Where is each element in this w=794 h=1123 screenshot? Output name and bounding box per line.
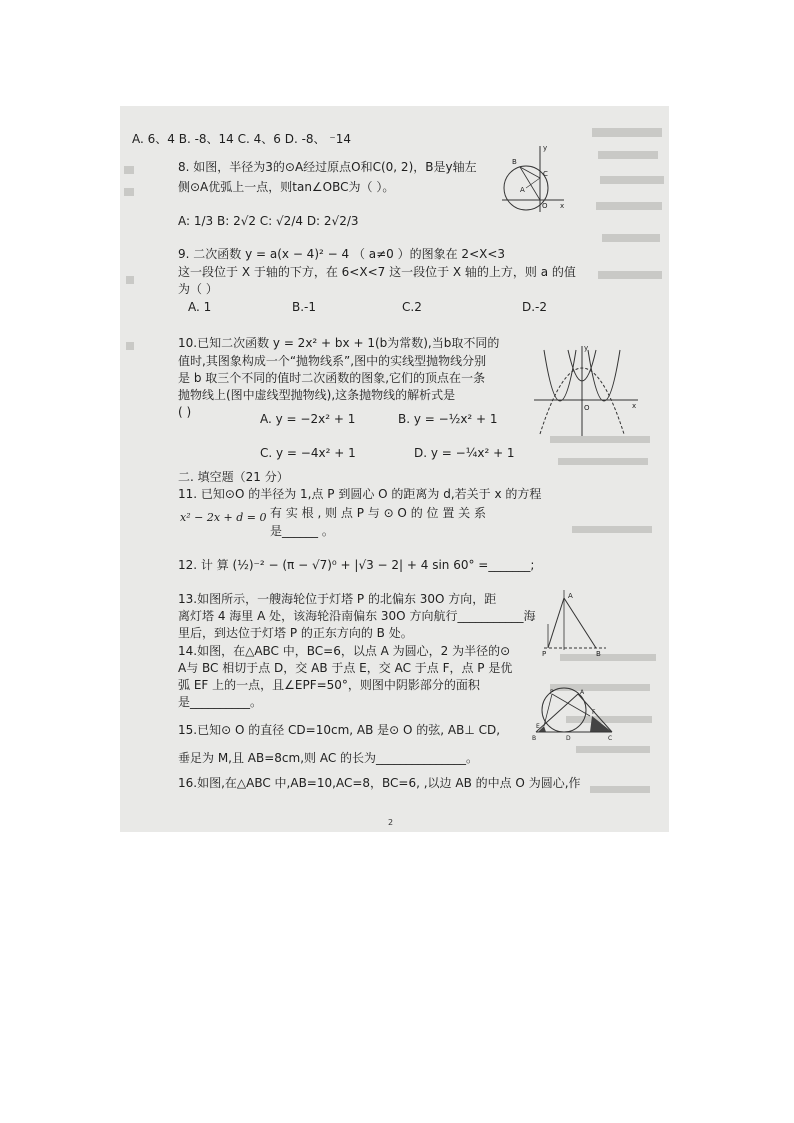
- q7-options: A. 6、4 B. -8、14 C. 4、6 D. -8、 ⁻14: [132, 132, 351, 146]
- q11-line-1: 11. 已知⊙O 的半径为 1,点 P 到圆心 O 的距离为 d,若关于 x 的方程: [178, 487, 542, 501]
- q10-label-o: O: [584, 404, 590, 412]
- page-number: 2: [388, 818, 394, 827]
- q9-option-a: A. 1: [188, 300, 212, 314]
- q10-line-3: 是 b 取三个不同的值时二次函数的图象,它们的顶点在一条: [178, 371, 486, 385]
- q14-label-p: P: [550, 689, 554, 696]
- q15-line-2: 垂足为 M,且 AB=8cm,则 AC 的长为_______________。: [178, 751, 479, 765]
- section-2-heading: 二. 填空题（21 分）: [178, 470, 289, 484]
- q8-label-b: B: [512, 158, 517, 166]
- q9-option-c: C.2: [402, 300, 422, 314]
- q10-line-5: ( ): [178, 405, 192, 419]
- q14-label-f: F: [592, 709, 596, 716]
- q16-line-1: 16.如图,在△ABC 中,AB=10,AC=8，BC=6, ,以边 AB 的中点 O 为圆心,作: [178, 776, 581, 790]
- q8-circle-figure: [498, 142, 568, 214]
- q13-line-1: 13.如图所示，一艘海轮位于灯塔 P 的北偏东 30O 方向，距: [178, 592, 497, 606]
- q8-options: A: 1/3 B: 2√2 C: √2/4 D: 2√2/3: [178, 214, 359, 228]
- q13-label-a: A: [568, 592, 573, 600]
- q10-line-2: 值时,其图象构成一个“抛物线系”,图中的实线型抛物线分别: [178, 354, 487, 368]
- q13-label-b: B: [596, 650, 601, 656]
- q14-line-4: 是__________。: [178, 695, 263, 709]
- q11-equation: x² − 2x + d = 0: [180, 511, 267, 524]
- q10-option-b: B. y = −½x² + 1: [398, 412, 498, 426]
- q8-label-x: x: [560, 202, 565, 210]
- q9-line-2: 这一段位于 X 于轴的下方，在 6<X<7 这一段位于 X 轴的上方，则 a 的值: [178, 265, 576, 279]
- q14-line-2: A与 BC 相切于点 D，交 AB 于点 E，交 AC 于点 F，点 P 是优: [178, 661, 513, 675]
- q8-label-o: O: [542, 202, 548, 210]
- q8-label-c: C: [543, 170, 548, 178]
- q13-line-2: 离灯塔 4 海里 A 处，该海轮沿南偏东 30O 方向航行___________海: [178, 609, 536, 623]
- q10-option-d: D. y = −¼x² + 1: [414, 446, 515, 460]
- q14-label-a: A: [580, 689, 585, 696]
- q15-line-1: 15.已知⊙ O 的直径 CD=10cm, AB 是⊙ O 的弦, AB⊥ CD,: [178, 723, 501, 737]
- q9-line-3: 为（ ）: [178, 282, 218, 296]
- q10-option-a: A. y = −2x² + 1: [260, 412, 356, 426]
- q8-line-2: 侧⊙A优弧上一点，则tan∠OBC为（ ）。: [178, 180, 395, 194]
- q10-label-y: y: [584, 344, 589, 352]
- q11-line-2: 有 实 根 , 则 点 P 与 ⊙ O 的 位 置 关 系: [270, 506, 486, 520]
- q10-parabola-figure: [530, 342, 642, 438]
- q9-option-d: D.-2: [522, 300, 548, 314]
- scanned-page: [120, 106, 669, 832]
- q8-label-a: A: [520, 186, 525, 194]
- q14-label-e: E: [536, 723, 540, 730]
- q14-label-d: D: [566, 735, 571, 742]
- q14-label-b: B: [532, 735, 537, 742]
- q11-line-3: 是______ 。: [270, 524, 334, 538]
- q14-line-1: 14.如图，在△ABC 中，BC=6，以点 A 为圆心，2 为半径的⊙: [178, 644, 511, 658]
- q10-line-1: 10.已知二次函数 y = 2x² + bx + 1(b为常数),当b取不同的: [178, 336, 500, 350]
- q14-circle-figure: [532, 686, 616, 742]
- q13-label-p: P: [542, 650, 547, 656]
- q9-line-1: 9. 二次函数 y = a(x − 4)² − 4 （ a≠0 ）的图象在 2<X<3: [178, 247, 506, 261]
- q13-line-3: 里后，到达位于灯塔 P 的正东方向的 B 处。: [178, 626, 413, 640]
- q10-label-x: x: [632, 402, 637, 410]
- q12-expression: 12. 计 算 (½)⁻² − (π − √7)⁰ + |√3 − 2| + 4 sin 60° =_______;: [178, 558, 535, 572]
- q9-option-b: B.-1: [292, 300, 317, 314]
- q14-label-c: C: [608, 735, 613, 742]
- q13-lighthouse-figure: [534, 586, 614, 656]
- q10-line-4: 抛物线上(图中虚线型抛物线),这条抛物线的解析式是: [178, 388, 456, 402]
- q8-line-1: 8. 如图，半径为3的⊙A经过原点O和C(0, 2)，B是y轴左: [178, 160, 477, 174]
- q10-option-c: C. y = −4x² + 1: [260, 446, 356, 460]
- q14-line-3: 弧 EF 上的一点，且∠EPF=50°，则图中阴影部分的面积: [178, 678, 480, 692]
- q8-label-y: y: [543, 144, 548, 152]
